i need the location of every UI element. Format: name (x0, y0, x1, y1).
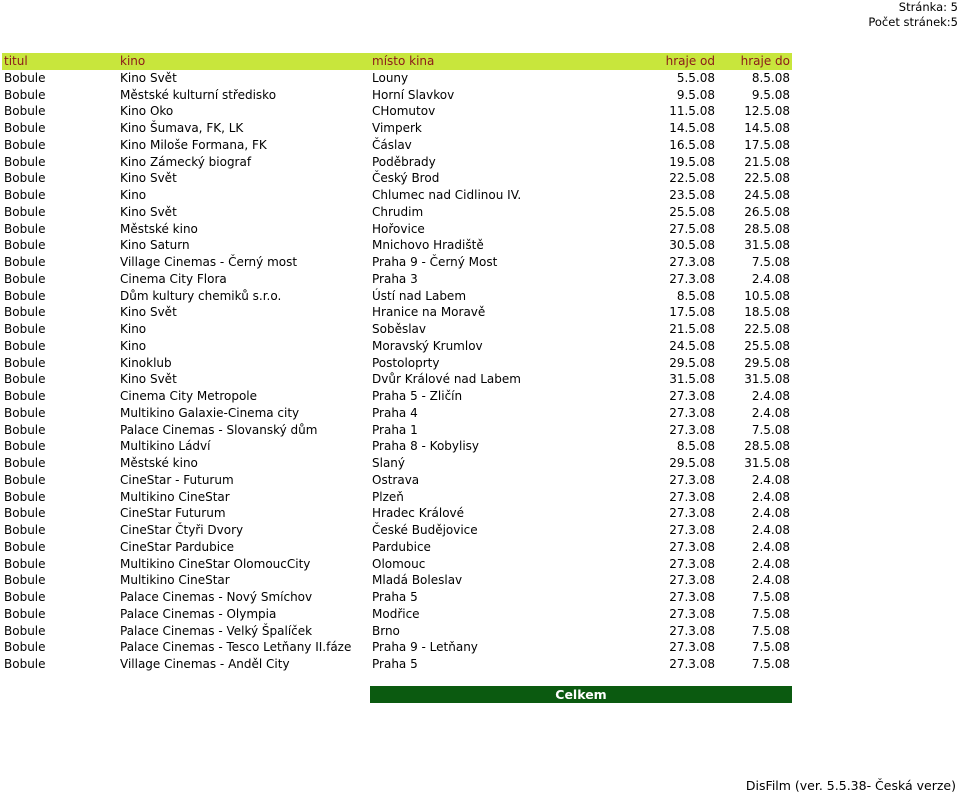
table-row (2, 70, 792, 87)
cell-kino: Multikino CineStar (120, 573, 230, 588)
cell-kino: Dům kultury chemiků s.r.o. (120, 288, 282, 303)
cell-misto-kina: Vimperk (372, 121, 422, 135)
cell-hraje-od: 27.3.08 (669, 489, 715, 504)
cell-titul: Bobule (4, 573, 46, 588)
table-row (2, 505, 792, 522)
cell-hraje-do: 2.4.08 (751, 539, 790, 554)
table-row (2, 87, 792, 104)
table-row (2, 422, 792, 439)
cell-kino: Multikino CineStar OlomoucCity (120, 556, 311, 571)
cell-hraje-do: 26.5.08 (744, 204, 790, 219)
table-row (2, 187, 792, 204)
cell-hraje-od: 30.5.08 (669, 238, 715, 253)
cell-titul: Bobule (4, 523, 46, 537)
cell-kino: Cinema City Flora (120, 271, 227, 286)
table-row (2, 170, 792, 187)
cell-kino: Městské kulturní středisko (120, 87, 277, 102)
table-row (2, 405, 792, 422)
cell-hraje-od: 27.3.08 (669, 389, 715, 403)
table-row (2, 120, 792, 137)
cell-misto-kina: Chlumec nad Cidlinou IV. (372, 188, 522, 202)
cell-misto-kina: Soběslav (372, 322, 426, 336)
table-row (2, 656, 792, 673)
cell-hraje-do: 7.5.08 (751, 623, 790, 638)
cell-misto-kina: Praha 5 (372, 657, 418, 671)
cell-misto-kina: Plzeň (372, 489, 404, 504)
cell-hraje-od: 27.3.08 (669, 657, 715, 671)
header-hraje-do: hraje do (740, 54, 790, 68)
cell-hraje-do: 24.5.08 (744, 188, 790, 202)
table-header (2, 53, 792, 70)
cell-misto-kina: Praha 9 - Letňany (372, 640, 478, 655)
cell-misto-kina: Ústí nad Labem (372, 288, 467, 303)
cell-misto-kina: Dvůr Králové nad Labem (372, 372, 521, 387)
cell-titul: Bobule (4, 640, 46, 655)
cell-hraje-od: 27.3.08 (669, 422, 715, 437)
cell-kino: Village Cinemas - Černý most (120, 255, 298, 269)
cell-hraje-do: 28.5.08 (744, 221, 790, 236)
cell-kino: Kino Svět (120, 70, 177, 85)
cell-titul: Bobule (4, 456, 46, 470)
cell-titul: Bobule (4, 422, 46, 437)
total-bar: Celkem (370, 686, 792, 703)
cell-hraje-od: 27.3.08 (669, 255, 715, 269)
cell-kino: CineStar - Futurum (120, 472, 234, 487)
cinema-table (2, 53, 792, 673)
cell-misto-kina: Hranice na Moravě (372, 305, 486, 320)
cell-misto-kina: Praha 1 (372, 422, 418, 437)
cell-misto-kina: Pardubice (372, 539, 431, 554)
cell-hraje-do: 2.4.08 (751, 556, 790, 571)
cell-hraje-od: 27.3.08 (669, 523, 715, 537)
cell-titul: Bobule (4, 288, 46, 303)
cell-hraje-od: 21.5.08 (669, 322, 715, 336)
page-number: Stránka: 5 (898, 0, 958, 14)
cell-kino: Palace Cinemas - Tesco Letňany II.fáze (120, 640, 352, 655)
cell-misto-kina: CHomutov (372, 104, 436, 119)
table-row (2, 556, 792, 573)
cell-hraje-do: 28.5.08 (744, 439, 790, 454)
cell-hraje-od: 17.5.08 (669, 305, 715, 320)
cell-hraje-od: 27.3.08 (669, 472, 715, 487)
cell-misto-kina: Hořovice (372, 221, 425, 236)
cell-hraje-do: 2.4.08 (751, 472, 790, 487)
table-row (2, 606, 792, 623)
cell-hraje-do: 2.4.08 (751, 271, 790, 286)
table-row (2, 589, 792, 606)
cell-hraje-od: 29.5.08 (669, 355, 715, 370)
cell-titul: Bobule (4, 623, 46, 638)
table-row (2, 338, 792, 355)
table-row (2, 221, 792, 238)
cell-hraje-od: 27.3.08 (669, 590, 715, 604)
cell-titul: Bobule (4, 70, 46, 85)
cell-hraje-do: 8.5.08 (751, 70, 790, 85)
cell-titul: Bobule (4, 590, 46, 604)
cell-hraje-do: 31.5.08 (744, 238, 790, 253)
cell-hraje-do: 7.5.08 (751, 606, 790, 621)
cell-misto-kina: Český Brod (372, 171, 440, 186)
cell-kino: CineStar Pardubice (120, 539, 235, 554)
cell-titul: Bobule (4, 188, 46, 202)
cell-hraje-do: 2.4.08 (751, 405, 790, 420)
cell-hraje-do: 7.5.08 (751, 590, 790, 604)
cell-hraje-do: 9.5.08 (751, 87, 790, 102)
cell-hraje-od: 8.5.08 (676, 288, 715, 303)
cell-kino: Multikino Ládví (120, 439, 211, 454)
cell-kino: Kinoklub (120, 355, 172, 370)
cell-misto-kina: Praha 3 (372, 271, 418, 286)
cell-kino: Kino Svět (120, 305, 177, 320)
cell-misto-kina: Mnichovo Hradiště (372, 238, 484, 253)
cell-kino: Palace Cinemas - Olympia (120, 606, 277, 621)
footer-version: DisFilm (ver. 5.5.38- Česká verze) (745, 778, 956, 793)
cell-hraje-do: 25.5.08 (744, 338, 790, 353)
table-row (2, 154, 792, 171)
cell-titul: Bobule (4, 606, 46, 621)
cell-titul: Bobule (4, 104, 46, 119)
cell-kino: Městské kino (120, 221, 198, 236)
cell-kino: Kino Oko (120, 104, 174, 119)
cell-misto-kina: Postoloprty (372, 355, 440, 370)
cell-misto-kina: Poděbrady (372, 154, 436, 169)
cell-hraje-od: 27.5.08 (669, 221, 715, 236)
table-row (2, 438, 792, 455)
cell-titul: Bobule (4, 322, 46, 336)
cell-hraje-od: 16.5.08 (669, 137, 715, 152)
cell-kino: Kino Svět (120, 171, 177, 186)
cell-kino: Kino Svět (120, 372, 177, 387)
cell-titul: Bobule (4, 255, 46, 269)
table-row (2, 489, 792, 506)
cell-hraje-do: 31.5.08 (744, 372, 790, 387)
cell-hraje-od: 5.5.08 (676, 70, 715, 85)
cell-hraje-od: 27.3.08 (669, 506, 715, 521)
cell-titul: Bobule (4, 439, 46, 454)
cell-titul: Bobule (4, 489, 46, 504)
cell-hraje-od: 11.5.08 (669, 104, 715, 119)
cell-kino: Palace Cinemas - Nový Smíchov (120, 590, 313, 604)
cell-kino: Kino Zámecký biograf (120, 154, 252, 169)
table-row (2, 355, 792, 372)
cell-kino: Cinema City Metropole (120, 389, 258, 403)
cell-hraje-od: 27.3.08 (669, 556, 715, 571)
cell-hraje-od: 27.3.08 (669, 539, 715, 554)
cell-hraje-od: 19.5.08 (669, 154, 715, 169)
cell-titul: Bobule (4, 238, 46, 253)
cell-hraje-od: 8.5.08 (676, 439, 715, 454)
header-hraje-od: hraje od (665, 54, 715, 68)
cell-kino: CineStar Čtyři Dvory (120, 523, 244, 537)
cell-hraje-od: 27.3.08 (669, 623, 715, 638)
cell-titul: Bobule (4, 556, 46, 571)
cell-hraje-od: 22.5.08 (669, 171, 715, 186)
cell-hraje-od: 27.3.08 (669, 573, 715, 588)
cell-misto-kina: Louny (372, 70, 409, 85)
page-info (868, 0, 958, 30)
cell-hraje-od: 29.5.08 (669, 456, 715, 470)
cell-hraje-do: 7.5.08 (751, 422, 790, 437)
cell-kino: Městské kino (120, 456, 198, 470)
cell-misto-kina: Modřice (372, 606, 420, 621)
cell-hraje-od: 25.5.08 (669, 204, 715, 219)
cell-hraje-do: 7.5.08 (751, 255, 790, 269)
page-count: Počet stránek:5 (868, 15, 958, 29)
cell-titul: Bobule (4, 372, 46, 387)
cell-misto-kina: Praha 4 (372, 405, 418, 420)
cell-kino: Palace Cinemas - Velký Špalíček (120, 623, 313, 638)
cell-misto-kina: Horní Slavkov (372, 87, 455, 102)
cell-misto-kina: Praha 8 - Kobylisy (372, 439, 480, 454)
cell-misto-kina: Mladá Boleslav (372, 573, 463, 588)
table-row (2, 539, 792, 556)
cell-kino: Kino (120, 188, 147, 202)
cell-hraje-od: 14.5.08 (669, 121, 715, 135)
table-row (2, 455, 792, 472)
cell-hraje-od: 27.3.08 (669, 271, 715, 286)
cell-hraje-do: 29.5.08 (744, 355, 790, 370)
cell-titul: Bobule (4, 87, 46, 102)
cell-kino: Kino Šumava, FK, LK (120, 121, 244, 135)
cell-misto-kina: Hradec Králové (372, 506, 465, 521)
cell-kino: Multikino CineStar (120, 489, 230, 504)
cell-kino: Multikino Galaxie-Cinema city (120, 405, 300, 420)
cell-titul: Bobule (4, 506, 46, 521)
cell-hraje-do: 18.5.08 (744, 305, 790, 320)
cell-misto-kina: Čáslav (372, 137, 412, 152)
table-row (2, 472, 792, 489)
cell-titul: Bobule (4, 355, 46, 370)
cell-hraje-do: 2.4.08 (751, 489, 790, 504)
cell-kino: Village Cinemas - Anděl City (120, 657, 290, 671)
table-row (2, 204, 792, 221)
cell-titul: Bobule (4, 271, 46, 286)
table-row (2, 304, 792, 321)
table-row (2, 522, 792, 539)
cell-misto-kina: Olomouc (372, 556, 426, 571)
cell-titul: Bobule (4, 154, 46, 169)
cell-titul: Bobule (4, 472, 46, 487)
cell-misto-kina: Praha 9 - Černý Most (372, 255, 498, 269)
cell-hraje-do: 10.5.08 (744, 288, 790, 303)
header-titul: titul (4, 54, 28, 68)
cell-kino: Kino Saturn (120, 238, 190, 253)
cell-hraje-do: 7.5.08 (751, 640, 790, 655)
table-row (2, 137, 792, 154)
cell-misto-kina: Ostrava (372, 472, 420, 487)
table-row (2, 237, 792, 254)
cell-misto-kina: Praha 5 - Zličín (372, 389, 463, 403)
table-row (2, 103, 792, 120)
table-row (2, 321, 792, 338)
cell-hraje-do: 12.5.08 (744, 104, 790, 119)
cell-kino: Kino (120, 338, 147, 353)
cell-hraje-do: 17.5.08 (744, 137, 790, 152)
cell-titul: Bobule (4, 137, 46, 152)
table-row (2, 271, 792, 288)
table-row (2, 288, 792, 305)
cell-hraje-od: 27.3.08 (669, 640, 715, 655)
cell-kino: CineStar Futurum (120, 506, 226, 521)
cell-misto-kina: Brno (372, 623, 400, 638)
cell-hraje-do: 7.5.08 (751, 657, 790, 671)
cell-hraje-od: 24.5.08 (669, 338, 715, 353)
cell-misto-kina: Slaný (372, 456, 406, 470)
cell-titul: Bobule (4, 121, 46, 135)
cell-hraje-do: 22.5.08 (744, 171, 790, 186)
cell-titul: Bobule (4, 539, 46, 554)
cell-hraje-do: 14.5.08 (744, 121, 790, 135)
cell-kino: Palace Cinemas - Slovanský dům (120, 422, 318, 437)
cell-titul: Bobule (4, 338, 46, 353)
cell-titul: Bobule (4, 657, 46, 671)
cell-hraje-do: 2.4.08 (751, 523, 790, 537)
cell-titul: Bobule (4, 389, 46, 403)
table-row (2, 572, 792, 589)
header-misto-kina: místo kina (372, 54, 435, 68)
table-row (2, 388, 792, 405)
cell-hraje-od: 9.5.08 (676, 87, 715, 102)
table-row (2, 254, 792, 271)
table-body (2, 70, 792, 673)
table-row (2, 639, 792, 656)
cell-hraje-do: 22.5.08 (744, 322, 790, 336)
cell-misto-kina: Chrudim (372, 204, 424, 219)
cell-misto-kina: Moravský Krumlov (372, 338, 483, 353)
cell-titul: Bobule (4, 204, 46, 219)
cell-titul: Bobule (4, 305, 46, 320)
table-row (2, 623, 792, 640)
cell-kino: Kino Svět (120, 204, 177, 219)
cell-hraje-od: 31.5.08 (669, 372, 715, 387)
cell-titul: Bobule (4, 171, 46, 186)
cell-titul: Bobule (4, 221, 46, 236)
cell-kino: Kino Miloše Formana, FK (120, 137, 267, 152)
table-row (2, 371, 792, 388)
cell-hraje-do: 2.4.08 (751, 389, 790, 403)
cell-hraje-od: 27.3.08 (669, 405, 715, 420)
cell-misto-kina: Praha 5 (372, 590, 418, 604)
cell-hraje-do: 31.5.08 (744, 456, 790, 470)
cell-hraje-od: 27.3.08 (669, 606, 715, 621)
cell-titul: Bobule (4, 405, 46, 420)
cell-hraje-do: 21.5.08 (744, 154, 790, 169)
cell-misto-kina: České Budějovice (372, 523, 478, 537)
cell-hraje-do: 2.4.08 (751, 573, 790, 588)
cell-hraje-do: 2.4.08 (751, 506, 790, 521)
header-kino: kino (120, 54, 146, 68)
cell-kino: Kino (120, 322, 147, 336)
cell-hraje-od: 23.5.08 (669, 188, 715, 202)
